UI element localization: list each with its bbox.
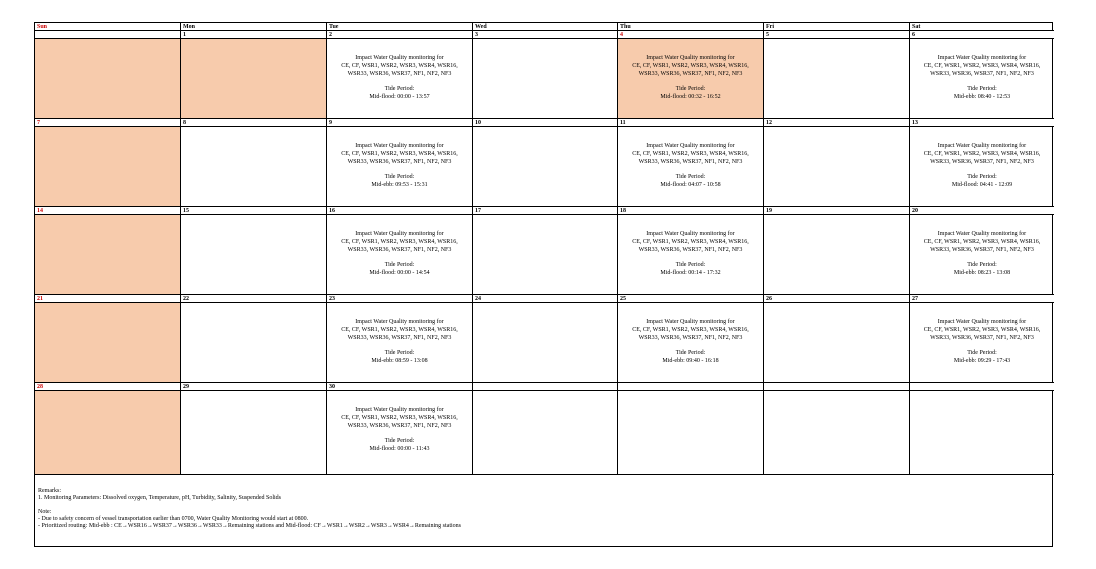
- day-cell[interactable]: [327, 119, 473, 207]
- monitoring-event[interactable]: [912, 230, 1052, 277]
- day-number: 9: [327, 119, 472, 127]
- day-body: [473, 127, 617, 206]
- event-stations-line-2: WSR33, WSR36, WSR37, NF1, NF2, NF3: [347, 159, 452, 165]
- event-stations-line-1: CE, CF, WSR1, WSR2, WSR3, WSR4, WSR16,: [341, 415, 458, 421]
- day-number: 1: [181, 31, 326, 39]
- event-tide-period: Mid-flood: 00:14 - 17:32: [660, 270, 721, 276]
- day-number: 18: [618, 207, 763, 215]
- event-title: Impact Water Quality monitoring for: [355, 143, 444, 149]
- day-number: [764, 383, 909, 391]
- day-cell[interactable]: [764, 383, 910, 475]
- event-title: Impact Water Quality monitoring for: [355, 407, 444, 413]
- day-body: [327, 391, 472, 474]
- weekday-header-fri: Fri: [764, 23, 910, 31]
- day-body: [473, 215, 617, 294]
- event-title: Impact Water Quality monitoring for: [937, 143, 1027, 149]
- event-title: Impact Water Quality monitoring for: [646, 319, 735, 325]
- remarks-section: [35, 475, 1052, 546]
- day-cell[interactable]: [327, 207, 473, 295]
- day-number: 22: [181, 295, 326, 303]
- day-body: [35, 303, 180, 382]
- day-body: [764, 127, 909, 206]
- day-number: 17: [473, 207, 617, 215]
- day-cell[interactable]: [327, 31, 473, 119]
- event-title: Impact Water Quality monitoring for: [646, 55, 735, 61]
- day-body: [181, 391, 326, 474]
- day-cell[interactable]: [35, 295, 181, 383]
- event-tide-label: Tide Period:: [967, 350, 997, 356]
- event-tide-period: Mid-flood: 00:00 - 11:43: [369, 446, 430, 452]
- day-body: [35, 391, 180, 474]
- day-number: 29: [181, 383, 326, 391]
- day-number: 24: [473, 295, 617, 303]
- day-cell[interactable]: [181, 295, 327, 383]
- day-number: [618, 383, 763, 391]
- event-stations-line-2: WSR33, WSR36, WSR37, NF1, NF2, NF3: [638, 335, 743, 341]
- day-body: [473, 391, 617, 474]
- day-number: 25: [618, 295, 763, 303]
- day-body: [473, 303, 617, 382]
- event-tide-label: Tide Period:: [967, 86, 997, 92]
- note-heading: Note:: [38, 509, 52, 515]
- day-cell[interactable]: [473, 207, 618, 295]
- event-tide-label: Tide Period:: [384, 438, 415, 444]
- day-cell[interactable]: [35, 119, 181, 207]
- event-tide-label: Tide Period:: [384, 350, 415, 356]
- weekday-header-sat: Sat: [910, 23, 1054, 31]
- day-number: 14: [35, 207, 180, 215]
- event-tide-period: Mid-flood: 04:07 - 10:58: [660, 182, 721, 188]
- day-cell[interactable]: [35, 207, 181, 295]
- day-body: [764, 39, 909, 118]
- day-number: 3: [473, 31, 617, 39]
- event-tide-period: Mid-ebb: 09:29 - 17:43: [953, 358, 1011, 364]
- monitoring-event[interactable]: [912, 142, 1052, 189]
- day-number: [473, 383, 617, 391]
- day-number: 19: [764, 207, 909, 215]
- day-cell[interactable]: [327, 383, 473, 475]
- day-number: 26: [764, 295, 909, 303]
- day-body: [473, 39, 617, 118]
- day-cell[interactable]: [35, 383, 181, 475]
- monitoring-event[interactable]: [912, 54, 1052, 101]
- event-title: Impact Water Quality monitoring for: [646, 231, 735, 237]
- monitoring-event[interactable]: [329, 54, 470, 101]
- day-number: 15: [181, 207, 326, 215]
- event-title: Impact Water Quality monitoring for: [355, 55, 444, 61]
- day-body: [618, 215, 763, 294]
- day-cell[interactable]: [473, 119, 618, 207]
- day-body: [181, 39, 326, 118]
- day-body: [618, 39, 763, 118]
- monitoring-event[interactable]: [329, 318, 470, 365]
- monitoring-event[interactable]: [329, 406, 470, 453]
- event-stations-line-2: WSR33, WSR36, WSR37, NF1, NF2, NF3: [347, 71, 452, 77]
- day-number: 5: [764, 31, 909, 39]
- monitoring-event[interactable]: [620, 142, 761, 189]
- event-stations-line-2: WSR33, WSR36, WSR37, NF1, NF2, NF3: [347, 247, 452, 253]
- event-title: Impact Water Quality monitoring for: [355, 319, 444, 325]
- event-tide-label: Tide Period:: [675, 174, 706, 180]
- day-body: [764, 215, 909, 294]
- day-body: [910, 127, 1054, 206]
- day-body: [618, 127, 763, 206]
- day-body: [764, 303, 909, 382]
- event-stations-line-2: WSR33, WSR36, WSR37, NF1, NF2, NF3: [347, 423, 452, 429]
- day-number: 13: [910, 119, 1054, 127]
- day-number: 16: [327, 207, 472, 215]
- event-tide-period: Mid-ebb: 09:40 - 16:18: [662, 358, 719, 364]
- event-stations-line-2: WSR33, WSR36, WSR37, NF1, NF2, NF3: [930, 159, 1034, 165]
- event-stations-line-1: CE, CF, WSR1, WSR2, WSR3, WSR4, WSR16,: [632, 151, 749, 157]
- event-stations-line-1: CE, CF, WSR1, WSR2, WSR3, WSR4, WSR16,: [923, 63, 1041, 69]
- day-number: 28: [35, 383, 180, 391]
- monitoring-event[interactable]: [912, 318, 1052, 365]
- event-tide-label: Tide Period:: [967, 262, 997, 268]
- day-body: [910, 215, 1054, 294]
- day-body: [618, 391, 763, 474]
- day-number: 7: [35, 119, 180, 127]
- weekday-header-wed: Wed: [473, 23, 618, 31]
- event-stations-line-2: WSR33, WSR36, WSR37, NF1, NF2, NF3: [638, 71, 743, 77]
- day-cell[interactable]: [910, 383, 1054, 475]
- day-number: 23: [327, 295, 472, 303]
- day-body: [327, 127, 472, 206]
- day-cell[interactable]: [181, 383, 327, 475]
- event-tide-label: Tide Period:: [384, 174, 415, 180]
- day-body: [35, 39, 180, 118]
- event-stations-line-1: CE, CF, WSR1, WSR2, WSR3, WSR4, WSR16,: [923, 327, 1041, 333]
- monitoring-event[interactable]: [620, 54, 761, 101]
- weekday-header-thu: Thu: [618, 23, 764, 31]
- event-stations-line-1: CE, CF, WSR1, WSR2, WSR3, WSR4, WSR16,: [632, 239, 749, 245]
- event-tide-label: Tide Period:: [675, 262, 706, 268]
- day-cell[interactable]: [473, 295, 618, 383]
- event-tide-label: Tide Period:: [675, 86, 706, 92]
- event-title: Impact Water Quality monitoring for: [937, 55, 1027, 61]
- event-tide-period: Mid-flood: 00:00 - 14:54: [369, 270, 430, 276]
- event-tide-label: Tide Period:: [967, 174, 997, 180]
- day-body: [35, 215, 180, 294]
- day-cell[interactable]: [618, 31, 764, 119]
- day-number: 12: [764, 119, 909, 127]
- day-number: 6: [910, 31, 1054, 39]
- event-tide-period: Mid-ebb: 08:59 - 13:08: [371, 358, 428, 364]
- day-cell[interactable]: [181, 31, 327, 119]
- event-tide-period: Mid-ebb: 09:53 - 15:31: [371, 182, 428, 188]
- monitoring-event[interactable]: [620, 230, 761, 277]
- event-stations-line-1: CE, CF, WSR1, WSR2, WSR3, WSR4, WSR16,: [632, 327, 749, 333]
- event-tide-period: Mid-flood: 00:32 - 16:52: [660, 94, 721, 100]
- day-body: [910, 39, 1054, 118]
- weekday-header-mon: Mon: [181, 23, 327, 31]
- event-stations-line-2: WSR33, WSR36, WSR37, NF1, NF2, NF3: [930, 335, 1034, 341]
- day-number: 27: [910, 295, 1054, 303]
- day-cell[interactable]: [764, 31, 910, 119]
- day-body: [327, 39, 472, 118]
- event-stations-line-1: CE, CF, WSR1, WSR2, WSR3, WSR4, WSR16,: [923, 239, 1041, 245]
- event-title: Impact Water Quality monitoring for: [355, 231, 444, 237]
- event-stations-line-2: WSR33, WSR36, WSR37, NF1, NF2, NF3: [930, 71, 1034, 77]
- event-stations-line-1: CE, CF, WSR1, WSR2, WSR3, WSR4, WSR16,: [341, 151, 458, 157]
- event-tide-period: Mid-flood: 04:41 - 12:09: [951, 182, 1013, 188]
- day-cell[interactable]: [764, 295, 910, 383]
- event-stations-line-1: CE, CF, WSR1, WSR2, WSR3, WSR4, WSR16,: [341, 327, 458, 333]
- note-line-2: - Prioritized routing: Mid-ebb : CE→WSR16→WSR37→WSR36→WSR33→Remaining stations and Mid-flood: CF→WSR1→WSR2→WSR3→WSR4→Remaining stations: [38, 523, 461, 529]
- note-line-1: - Due to safety concern of vessel transportation earlier than 0700, Water Quality Monitoring would start at 0800.: [38, 516, 309, 522]
- monitoring-event[interactable]: [620, 318, 761, 365]
- day-cell[interactable]: [327, 295, 473, 383]
- event-stations-line-2: WSR33, WSR36, WSR37, NF1, NF2, NF3: [638, 159, 743, 165]
- day-body: [35, 127, 180, 206]
- day-body: [327, 303, 472, 382]
- day-body: [764, 391, 909, 474]
- event-stations-line-1: CE, CF, WSR1, WSR2, WSR3, WSR4, WSR16,: [632, 63, 749, 69]
- event-stations-line-1: CE, CF, WSR1, WSR2, WSR3, WSR4, WSR16,: [923, 151, 1041, 157]
- day-body: [910, 303, 1054, 382]
- event-tide-label: Tide Period:: [384, 262, 415, 268]
- day-cell[interactable]: [35, 31, 181, 119]
- day-body: [618, 303, 763, 382]
- day-number: 20: [910, 207, 1054, 215]
- day-number: 2: [327, 31, 472, 39]
- day-cell[interactable]: [181, 119, 327, 207]
- day-number: [35, 31, 180, 39]
- day-number: 4: [618, 31, 763, 39]
- weekday-header-tue: Tue: [327, 23, 473, 31]
- event-title: Impact Water Quality monitoring for: [937, 231, 1027, 237]
- day-cell[interactable]: [473, 383, 618, 475]
- day-number: 8: [181, 119, 326, 127]
- event-stations-line-2: WSR33, WSR36, WSR37, NF1, NF2, NF3: [930, 247, 1034, 253]
- event-tide-label: Tide Period:: [675, 350, 706, 356]
- day-body: [181, 303, 326, 382]
- day-cell[interactable]: [618, 207, 764, 295]
- event-tide-label: Tide Period:: [384, 86, 415, 92]
- day-cell[interactable]: [910, 119, 1054, 207]
- day-body: [181, 127, 326, 206]
- day-number: 10: [473, 119, 617, 127]
- event-title: Impact Water Quality monitoring for: [937, 319, 1027, 325]
- day-number: 11: [618, 119, 763, 127]
- event-stations-line-1: CE, CF, WSR1, WSR2, WSR3, WSR4, WSR16,: [341, 239, 458, 245]
- day-number: 30: [327, 383, 472, 391]
- day-cell[interactable]: [618, 295, 764, 383]
- event-tide-period: Mid-flood: 00:00 - 13:57: [369, 94, 430, 100]
- remarks-heading: Remarks:: [38, 488, 61, 494]
- event-stations-line-2: WSR33, WSR36, WSR37, NF1, NF2, NF3: [347, 335, 452, 341]
- event-tide-period: Mid-ebb: 08:23 - 13:08: [953, 270, 1011, 276]
- day-cell[interactable]: [910, 295, 1054, 383]
- day-cell[interactable]: [618, 119, 764, 207]
- day-cell[interactable]: [181, 207, 327, 295]
- day-cell[interactable]: [764, 119, 910, 207]
- event-stations-line-1: CE, CF, WSR1, WSR2, WSR3, WSR4, WSR16,: [341, 63, 458, 69]
- day-body: [327, 215, 472, 294]
- day-cell[interactable]: [473, 31, 618, 119]
- day-number: 21: [35, 295, 180, 303]
- remarks-line-1: 1. Monitoring Parameters: Dissolved oxygen, Temperature, pH, Turbidity, Salinity, Suspended Solids: [38, 495, 282, 501]
- day-cell[interactable]: [618, 383, 764, 475]
- day-number: [910, 383, 1054, 391]
- day-body: [181, 215, 326, 294]
- event-tide-period: Mid-ebb: 08:40 - 12:53: [953, 94, 1011, 100]
- day-cell[interactable]: [910, 207, 1054, 295]
- weekday-header-sun: Sun: [35, 23, 181, 31]
- event-stations-line-2: WSR33, WSR36, WSR37, NF1, NF2, NF3: [638, 247, 743, 253]
- day-cell[interactable]: [764, 207, 910, 295]
- calendar-table: [34, 22, 1053, 547]
- monitoring-event[interactable]: [329, 230, 470, 277]
- event-title: Impact Water Quality monitoring for: [646, 143, 735, 149]
- day-body: [910, 391, 1054, 474]
- monitoring-event[interactable]: [329, 142, 470, 189]
- day-cell[interactable]: [910, 31, 1054, 119]
